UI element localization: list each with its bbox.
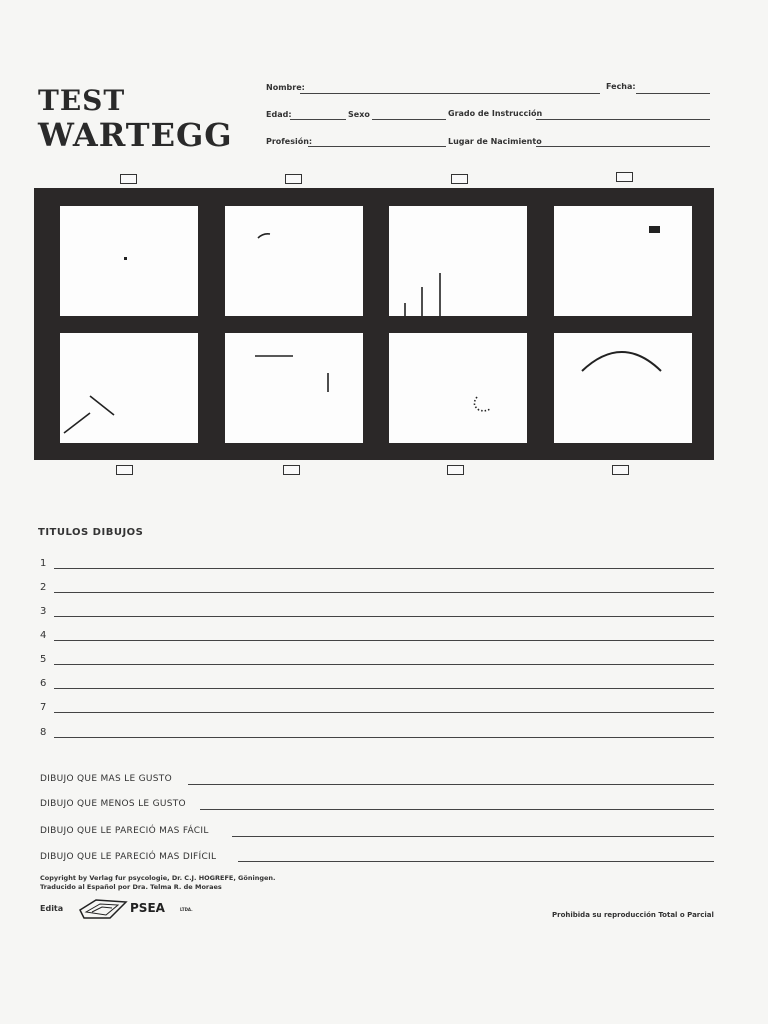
question-easiest-label: DIBUJO QUE LE PARECIÓ MAS FÁCIL [40,826,209,836]
title-row-field-5[interactable] [54,664,714,665]
title-row-number: 4 [40,630,47,641]
nombre-label: Nombre: [266,83,305,92]
drawing-cell-6[interactable] [225,333,363,443]
question-hardest-field[interactable] [238,861,714,862]
drawing-cell-1[interactable] [60,206,198,316]
title-row-number: 5 [40,654,47,665]
title-row-field-7[interactable] [54,712,714,713]
checkbox-drawing-7[interactable] [447,465,464,475]
question-hardest-label: DIBUJO QUE LE PARECIÓ MAS DIFÍCIL [40,852,217,862]
title-row-number: 6 [40,678,47,689]
edad-label: Edad: [266,110,292,119]
fecha-field[interactable] [636,93,710,94]
grado-label: Grado de Instrucción [448,109,543,118]
publisher-suffix: LTDA. [180,907,193,912]
sexo-label: Sexo [348,110,370,119]
title-row-number: 8 [40,727,47,738]
lugar-field[interactable] [536,146,710,147]
copyright-text: Copyright by Verlag fur psycologie, Dr. C.J. HOGREFE, Göningen. [40,874,276,882]
title-row-number: 3 [40,606,47,617]
checkbox-drawing-1[interactable] [120,174,137,184]
title-row-field-4[interactable] [54,640,714,641]
drawing-cell-3[interactable] [389,206,527,316]
nombre-field[interactable] [300,93,600,94]
stimulus-dot-icon [60,206,198,316]
drawing-grid [34,188,714,460]
checkbox-drawing-3[interactable] [451,174,468,184]
checkbox-drawing-5[interactable] [116,465,133,475]
drawing-cell-4[interactable] [554,206,692,316]
drawing-cell-5[interactable] [60,333,198,443]
psea-logo-icon [76,896,130,922]
stimulus-square-icon [554,206,692,316]
stimulus-bars-icon [389,206,527,316]
question-most-liked-label: DIBUJO QUE MAS LE GUSTO [40,774,172,784]
stimulus-arc-icon [554,333,692,443]
translation-text: Traducido al Español por Dra. Telma R. de Moraes [40,883,222,891]
title-row-field-3[interactable] [54,616,714,617]
fecha-label: Fecha: [606,82,636,91]
question-easiest-field[interactable] [232,836,714,837]
drawing-cell-2[interactable] [225,206,363,316]
question-least-liked-field[interactable] [200,809,714,810]
title-row-number: 1 [40,558,47,569]
grado-field[interactable] [536,119,710,120]
title-test: TEST [38,84,126,117]
edad-field[interactable] [290,119,346,120]
title-wartegg: WARTEGG [38,116,233,154]
prohibited-reproduction-notice: Prohibida su reproducción Total o Parcial [552,911,714,919]
title-row-field-8[interactable] [54,737,714,738]
checkbox-drawing-8[interactable] [612,465,629,475]
profesion-field[interactable] [308,146,446,147]
title-row-number: 2 [40,582,47,593]
stimulus-diagonal-lines-icon [60,333,198,443]
profesion-label: Profesión: [266,137,313,146]
sexo-field[interactable] [372,119,446,120]
title-row-field-2[interactable] [54,592,714,593]
stimulus-wave-icon [225,206,363,316]
titles-heading: TITULOS DIBUJOS [38,527,144,538]
drawing-cell-8[interactable] [554,333,692,443]
checkbox-drawing-4[interactable] [616,172,633,182]
question-most-liked-field[interactable] [188,784,714,785]
drawing-cell-7[interactable] [389,333,527,443]
title-row-number: 7 [40,702,47,713]
checkbox-drawing-2[interactable] [285,174,302,184]
stimulus-dotted-arc-icon [389,333,527,443]
question-least-liked-label: DIBUJO QUE MENOS LE GUSTO [40,799,186,809]
publisher-name: PSEA [130,901,165,915]
lugar-label: Lugar de Nacimiento [448,137,542,146]
title-row-field-6[interactable] [54,688,714,689]
checkbox-drawing-6[interactable] [283,465,300,475]
stimulus-perpendicular-lines-icon [225,333,363,443]
title-row-field-1[interactable] [54,568,714,569]
edita-label: Edita [40,904,64,913]
